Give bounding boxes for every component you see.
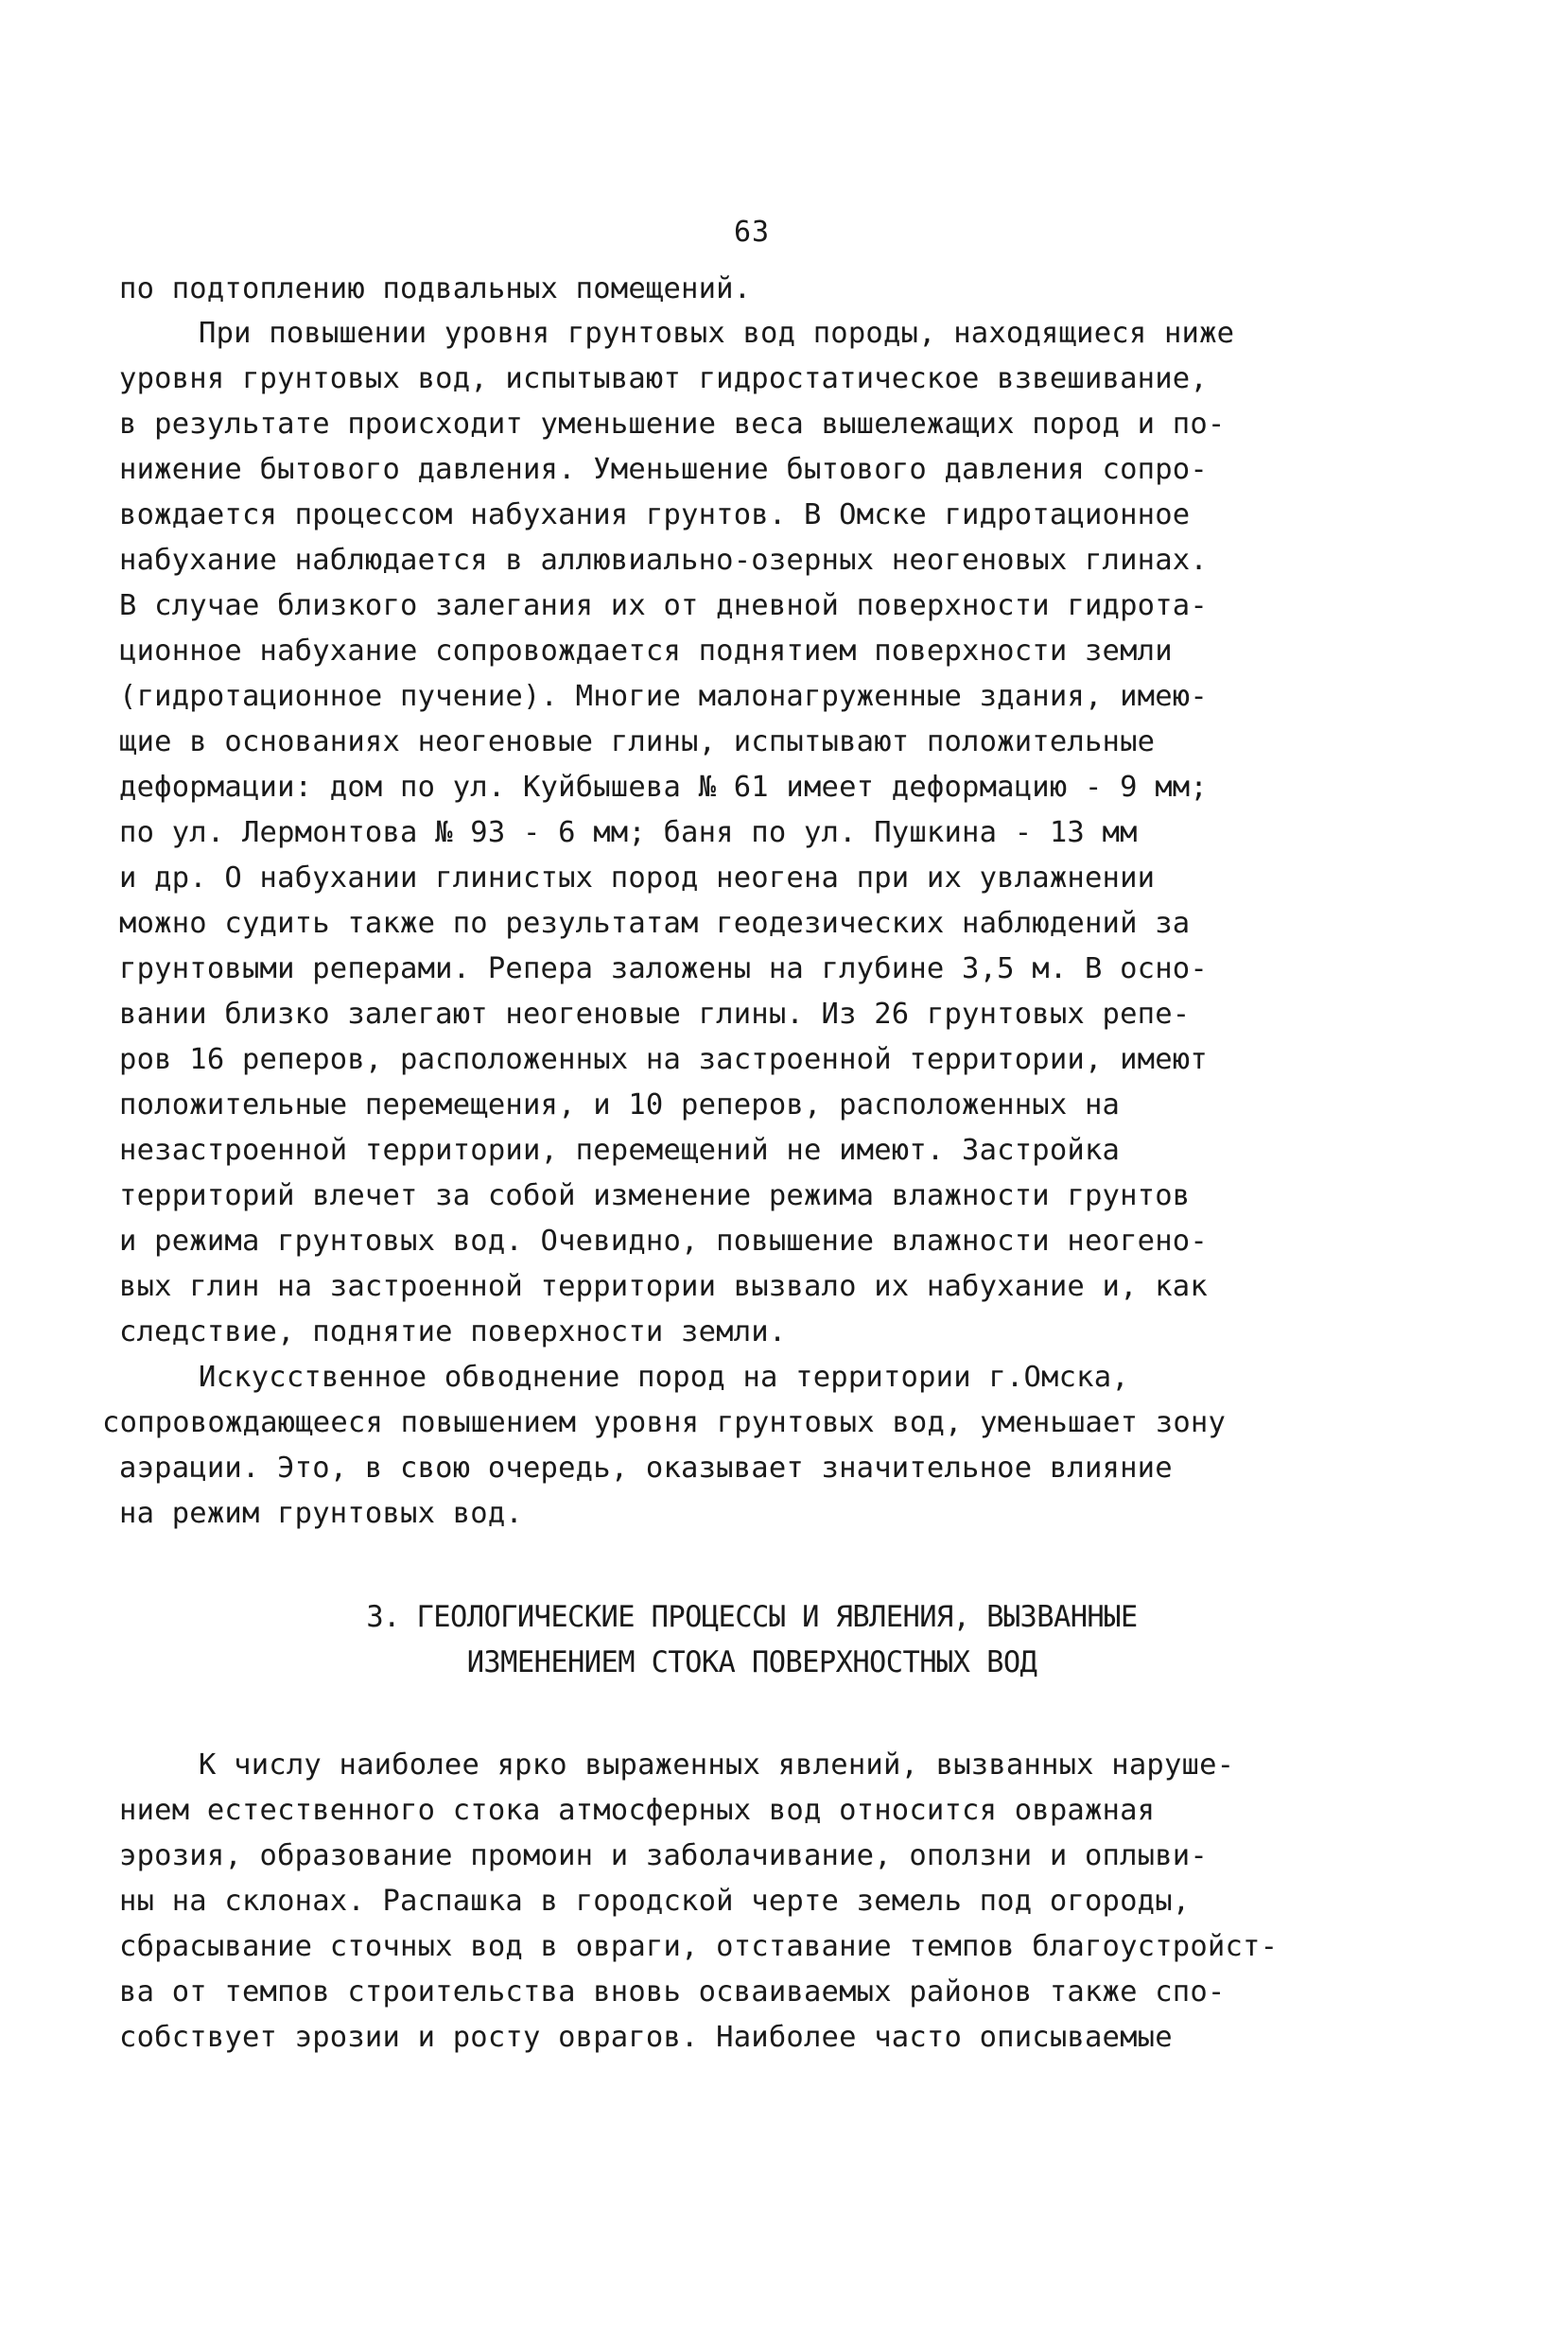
text-line: ционное набухание сопровождается поднятием поверхности земли: [119, 635, 1173, 668]
text-line: по ул. Лермонтова № 93 - 6 мм; баня по ул. Пушкина - 13 мм: [119, 816, 1138, 849]
text-line: грунтовыми реперами. Репера заложены на глубине 3,5 м. В осно-: [119, 952, 1208, 985]
text-line: вождается процессом набухания грунтов. В Омске гидротационное: [119, 498, 1191, 531]
text-line: можно судить также по результатам геодезических наблюдений за: [119, 907, 1191, 940]
text-line: эрозия, образование промоин и заболачивание, оползни и оплыви-: [119, 1839, 1208, 1872]
text-line: нижение бытового давления. Уменьшение бытового давления сопро-: [119, 453, 1208, 486]
text-line: незастроенной территории, перемещений не имеют. Застройка: [119, 1134, 1121, 1167]
text-line: собствует эрозии и росту оврагов. Наиболее часто описываемые: [119, 2021, 1173, 2054]
text-line: нием естественного стока атмосферных вод относится овражная: [119, 1794, 1156, 1827]
text-line: Искусственное обводнение пород на территории г.Омска,: [199, 1361, 1129, 1394]
text-line: вых глин на застроенной территории вызвало их набухание и, как: [119, 1270, 1208, 1303]
text-line: и режима грунтовых вод. Очевидно, повышение влажности неогено-: [119, 1225, 1208, 1258]
text-line: В случае близкого залегания их от дневной поверхности гидрота-: [119, 589, 1208, 622]
section-heading-line: 3. ГЕОЛОГИЧЕСКИЕ ПРОЦЕССЫ И ЯВЛЕНИЯ, ВЫЗВАННЫЕ: [366, 1600, 1138, 1634]
text-line: территорий влечет за собой изменение режима влажности грунтов: [119, 1179, 1191, 1212]
section-heading-line: ИЗМЕНЕНИЕМ СТОКА ПОВЕРХНОСТНЫХ ВОД: [466, 1645, 1037, 1679]
text-line: К числу наиболее ярко выраженных явлений, вызванных наруше-: [199, 1748, 1235, 1782]
text-line: и др. О набухании глинистых пород неогена при их увлажнении: [119, 861, 1156, 895]
text-line: по подтоплению подвальных помещений.: [119, 272, 752, 305]
text-line: набухание наблюдается в аллювиально-озерных неогеновых глинах.: [119, 544, 1208, 577]
text-line: ров 16 реперов, расположенных на застроенной территории, имеют: [119, 1043, 1208, 1076]
text-line: сбрасывание сточных вод в овраги, отставание темпов благоустройст-: [119, 1930, 1279, 1963]
text-line: в результате происходит уменьшение веса вышележащих пород и по-: [119, 408, 1226, 441]
text-line: следствие, поднятие поверхности земли.: [119, 1315, 787, 1348]
text-line: (гидротационное пучение). Многие малонагруженные здания, имею-: [119, 680, 1208, 713]
text-line: на режим грунтовых вод.: [119, 1497, 523, 1530]
text-line: вании близко залегают неогеновые глины. Из 26 грунтовых репе-: [119, 998, 1191, 1031]
text-line: щие в основаниях неогеновые глины, испытывают положительные: [119, 725, 1156, 758]
text-line: аэрации. Это, в свою очередь, оказывает значительное влияние: [119, 1452, 1173, 1485]
text-line: сопровождающееся повышением уровня грунтовых вод, уменьшает зону: [102, 1406, 1227, 1439]
text-line: положительные перемещения, и 10 реперов, расположенных на: [119, 1088, 1121, 1122]
text-line: деформации: дом по ул. Куйбышева № 61 имеет деформацию - 9 мм;: [119, 771, 1208, 804]
text-line: ва от темпов строительства вновь осваиваемых районов также спо-: [119, 1975, 1226, 2009]
text-line: ны на склонах. Распашка в городской черте земель под огороды,: [119, 1885, 1191, 1918]
text-line: При повышении уровня грунтовых вод породы, находящиеся ниже: [199, 317, 1235, 350]
text-line: уровня грунтовых вод, испытывают гидростатическое взвешивание,: [119, 362, 1208, 395]
page-number: 63: [733, 216, 771, 249]
